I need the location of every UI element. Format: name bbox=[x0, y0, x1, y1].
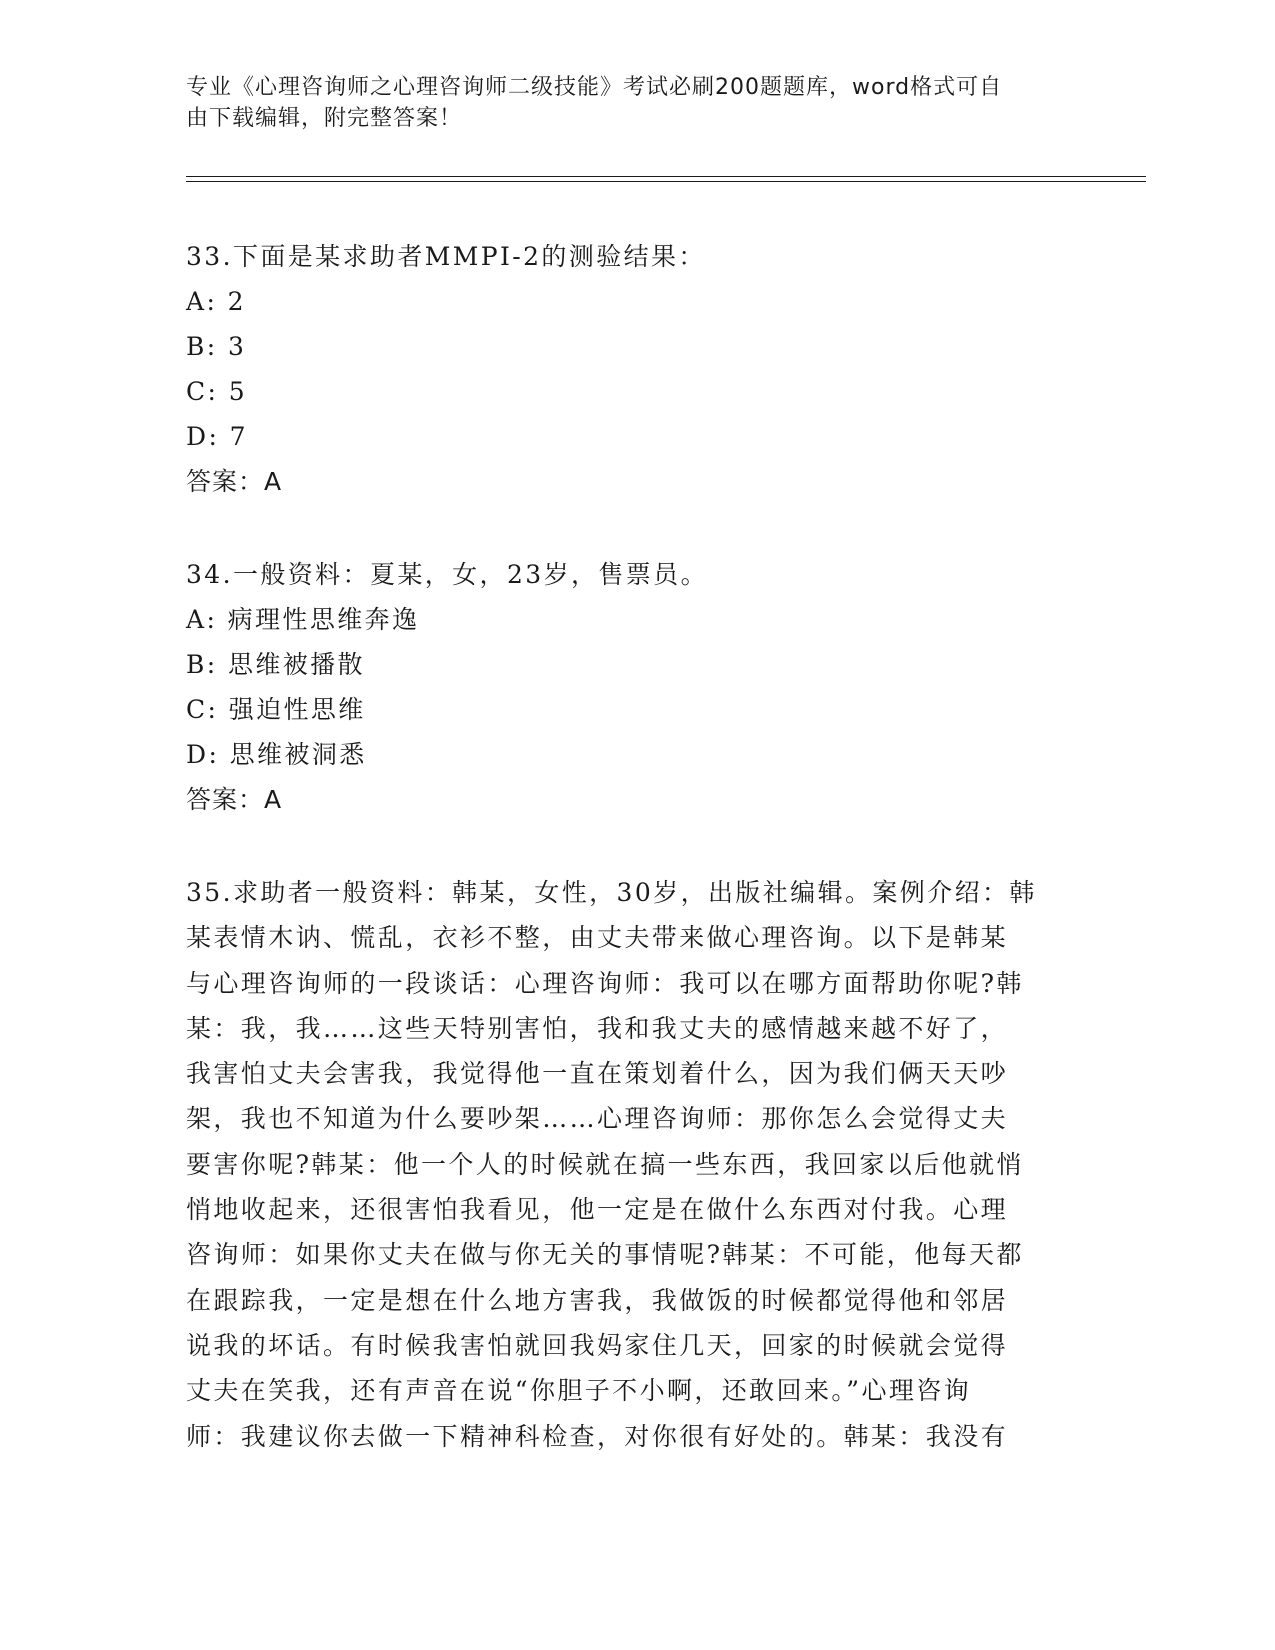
answer: 答案：A bbox=[186, 467, 283, 496]
paragraph-line: 架，我也不知道为什么要吵架……心理咨询师：那你怎么会觉得丈夫 bbox=[186, 1104, 1009, 1134]
option-d: D: 7 bbox=[186, 422, 248, 451]
header-divider-bottom bbox=[186, 181, 1146, 182]
option-a: A: 病理性思维奔逸 bbox=[186, 605, 420, 634]
paragraph-line: 咨询师：如果你丈夫在做与你无关的事情呢?韩某：不可能，他每天都 bbox=[186, 1240, 1024, 1270]
option-a: A: 2 bbox=[186, 287, 246, 316]
question-34 bbox=[186, 552, 1086, 822]
answer: 答案：A bbox=[186, 785, 283, 814]
option-b: B: 3 bbox=[186, 332, 247, 361]
paragraph-line: 师：我建议你去做一下精神科检查，对你很有好处的。韩某：我没有 bbox=[186, 1421, 1009, 1451]
header-divider-top bbox=[186, 176, 1146, 177]
question-35 bbox=[186, 870, 1086, 1459]
question-stem: 33.下面是某求助者MMPI-2的测验结果： bbox=[186, 242, 706, 271]
question-33 bbox=[186, 234, 1086, 504]
paragraph-line: 丈夫在笑我，还有声音在说“你胆子不小啊，还敢回来。”心理咨询 bbox=[186, 1376, 972, 1406]
question-paragraph bbox=[186, 870, 1086, 1459]
paragraph-line: 我害怕丈夫会害我，我觉得他一直在策划着什么，因为我们俩天天吵 bbox=[186, 1059, 1009, 1089]
paragraph-line: 与心理咨询师的一段谈话：心理咨询师：我可以在哪方面帮助你呢?韩 bbox=[186, 968, 1024, 998]
paragraph-line: 说我的坏话。有时候我害怕就回我妈家住几天，回家的时候就会觉得 bbox=[186, 1330, 1009, 1360]
option-b: B: 思维被播散 bbox=[186, 650, 365, 679]
paragraph-line: 悄地收起来，还很害怕我看见，他一定是在做什么东西对付我。心理 bbox=[186, 1195, 1009, 1225]
header-line-1: 专业《心理咨询师之心理咨询师二级技能》考试必刷200题题库，word格式可自 bbox=[186, 75, 1003, 100]
question-stem: 34.一般资料：夏某，女，23岁，售票员。 bbox=[186, 560, 708, 589]
header-line-2: 由下载编辑，附完整答案！ bbox=[186, 106, 463, 131]
option-d: D: 思维被洞悉 bbox=[186, 740, 367, 769]
option-c: C: 5 bbox=[186, 377, 248, 406]
paragraph-line: 要害你呢?韩某：他一个人的时候就在搞一些东西，我回家以后他就悄 bbox=[186, 1149, 1024, 1179]
paragraph-line: 35.求助者一般资料：韩某，女性，30岁，出版社编辑。案例介绍：韩 bbox=[186, 878, 1037, 907]
paragraph-line: 某：我，我……这些天特别害怕，我和我丈夫的感情越来越不好了， bbox=[186, 1013, 1009, 1043]
document-header bbox=[186, 72, 1066, 134]
paragraph-line: 在跟踪我，一定是想在什么地方害我，我做饭的时候都觉得他和邻居 bbox=[186, 1285, 1009, 1315]
paragraph-line: 某表情木讷、慌乱，衣衫不整，由丈夫带来做心理咨询。以下是韩某 bbox=[186, 923, 1009, 953]
option-c: C: 强迫性思维 bbox=[186, 695, 366, 724]
